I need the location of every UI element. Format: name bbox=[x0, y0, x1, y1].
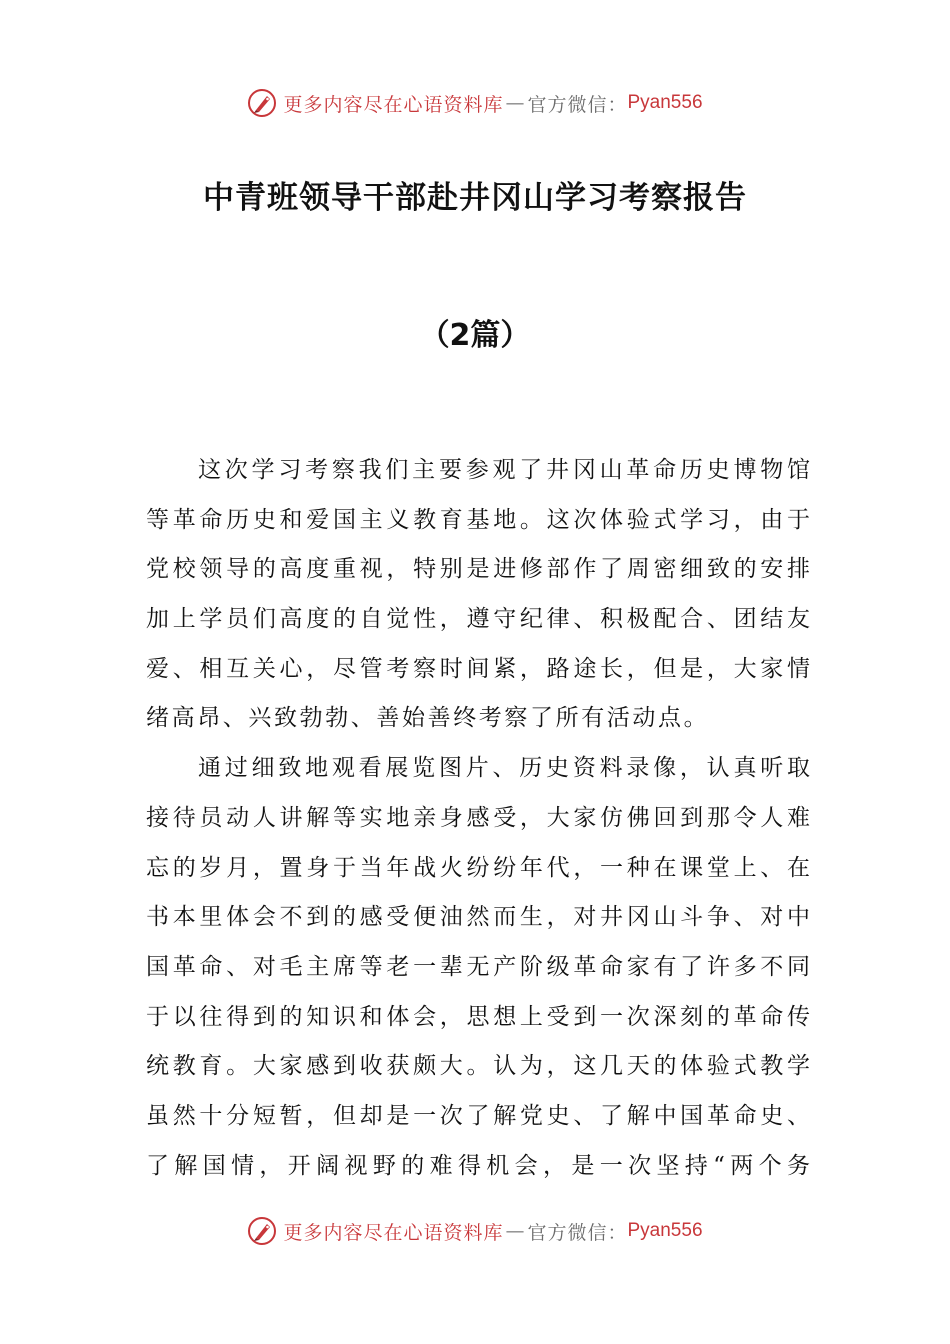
footer-wechat-id: Pyan556 bbox=[627, 1220, 703, 1241]
footer-banner bbox=[0, 1214, 950, 1248]
paragraph-2-line-5: 国革命、对毛主席等老一辈无产阶级革命家有了许多不同 bbox=[146, 953, 810, 980]
paragraph-2-line-9: 了解国情，开阔视野的难得机会，是一次坚持“两个务 bbox=[146, 1152, 810, 1179]
paragraph-2-line-3: 忘的岁月，置身于当年战火纷纷年代，一种在课堂上、在 bbox=[146, 854, 810, 881]
banner-slogan: 更多内容尽在心语资料库 bbox=[283, 93, 504, 116]
paragraph-1-line-3: 党校领导的高度重视，特别是进修部作了周密细致的安排 bbox=[146, 556, 810, 583]
pen-nib-logo-icon bbox=[247, 88, 277, 118]
paragraph-2-line-4: 书本里体会不到的感受便油然而生，对井冈山斗争、对中 bbox=[146, 904, 810, 931]
paragraph-1-line-5: 爱、相互关心，尽管考察时间紧，路途长，但是，大家情 bbox=[146, 655, 810, 682]
footer-slogan: 更多内容尽在心语资料库 bbox=[283, 1221, 504, 1244]
banner-dash: — bbox=[505, 92, 526, 114]
paragraph-2-line-7: 统教育。大家感到收获颇大。认为，这几天的体验式教学 bbox=[146, 1053, 810, 1080]
pen-nib-logo-icon bbox=[247, 1216, 277, 1246]
paragraph-1-line-6: 绪高昂、兴致勃勃、善始善终考察了所有活动点。 bbox=[146, 705, 710, 732]
banner-wechat-id: Pyan556 bbox=[627, 92, 703, 113]
paragraph-2-line-6: 于以往得到的知识和体会，思想上受到一次深刻的革命传 bbox=[146, 1003, 810, 1030]
paragraph-2-line-8: 虽然十分短暂，但却是一次了解党史、了解中国革命史、 bbox=[146, 1102, 810, 1129]
document-title: 中青班领导干部赴井冈山学习考察报告 bbox=[203, 180, 747, 216]
header-banner bbox=[0, 86, 950, 120]
paragraph-2-line-2: 接待员动人讲解等实地亲身感受，大家仿佛回到那令人难 bbox=[146, 804, 810, 831]
footer-dash: — bbox=[505, 1220, 526, 1242]
document-subtitle: （2篇） bbox=[419, 318, 531, 353]
paragraph-1-line-4: 加上学员们高度的自觉性，遵守纪律、积极配合、团结友 bbox=[146, 606, 810, 633]
paragraph-2-line-1: 通过细致地观看展览图片、历史资料录像，认真听取 bbox=[198, 755, 810, 782]
paragraph-1-line-2: 等革命历史和爱国主义教育基地。这次体验式学习，由于 bbox=[146, 506, 810, 533]
document-body bbox=[146, 446, 810, 1191]
banner-wechat-label: 官方微信： bbox=[527, 93, 628, 116]
paragraph-1-line-1: 这次学习考察我们主要参观了井冈山革命历史博物馆 bbox=[198, 457, 810, 483]
footer-wechat-label: 官方微信： bbox=[527, 1221, 628, 1244]
